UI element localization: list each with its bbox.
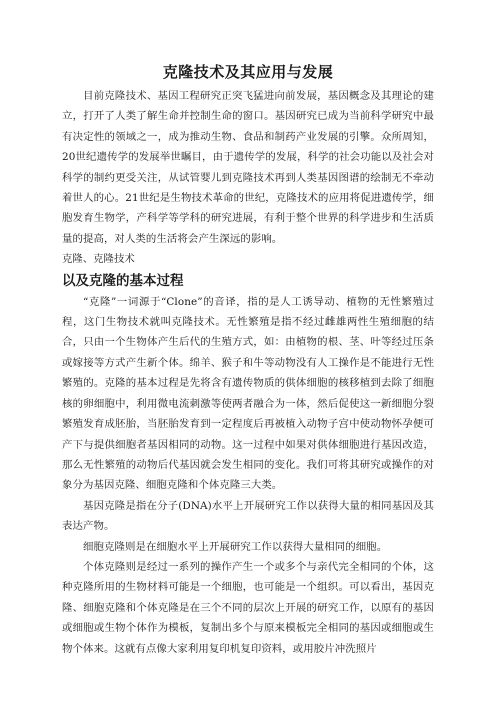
section-paragraph-2: 基因克隆是指在分子(DNA)水平上开展研究工作以获得大量的相同基因及其表达产物。 xyxy=(62,499,434,533)
intro-paragraph: 目前克隆技术、基因工程研究正突飞猛进向前发展，基因概念及其理论的建立，打开了人类了解生命并控制生命的窗口。基因研究已成为当前科学研究中最有决定性的领域之一，成为推动生物、食品和制药产业发展的引擎。众所周知，20世纪遗传学的发展举世瞩目，由于遗传学的发展，科学的社会功能以及社会对科学的制约更受关注，从试管婴儿到克隆技术再到人类基因图谱的绘制无不牵动着世人的心。21世纪是生物技术革命的世纪，克隆技术的应用将促进遗传学，细胞发育生物学，产科学等学科的研究进展，有利于整个世界的科学进步和生活质量的提高，对人类的生活将会产生深远的影响。 xyxy=(62,90,434,245)
document-title: 克隆技术及其应用与发展 xyxy=(162,63,334,81)
keywords-line: 克隆、克隆技术 xyxy=(62,253,135,266)
section-paragraph-4: 个体克隆则是经过一系列的操作产生一个或多个与亲代完全相同的个体，这种克隆所用的生物材料可能是一个细胞，也可能是一个组织。可以看出，基因克隆、细胞克隆和个体克隆是在三个不同的层次上开展的研究工作，以原有的基因或细胞或生物个体作为模板，复制出多个与原来模板完全相同的基因或细胞或生物个体来。这就有点像大家利用复印机复印资料，或用胶片冲洗照片 xyxy=(62,560,434,655)
section-paragraph-3: 细胞克隆则是在细胞水平上开展研究工作以获得大量相同的细胞。 xyxy=(83,540,388,553)
document-page xyxy=(62,62,434,659)
section-paragraph-1: “克隆”一词源于“Clone”的音译，指的是人工诱导动、植物的无性繁殖过程，这门生物技术就叫克隆技术。无性繁殖是指不经过雌雄两性生殖细胞的结合，只由一个生物体产生后代的生殖方式，如：由植物的根、茎、叶等经过压条或嫁接等方式产生新个体。绵羊、猴子和牛等动物没有人工操作是不能进行无性繁殖的。克隆的基本过程是先将含有遗传物质的供体细胞的核移植到去除了细胞核的卵细胞中，利用微电流刺激等使两者融合为一体，然后促使这一新细胞分裂繁殖发育成胚胎，当胚胎发育到一定程度后再被植入动物子宫中使动物怀孕便可产下与提供细胞者基因相同的动物。这一过程中如果对供体细胞进行基因改造，那么无性繁殖的动物后代基因就会发生相同的变化。我们可将其研究或操作的对象分为基因克隆、细胞克隆和个体克隆三大类。 xyxy=(62,295,434,492)
section-heading: 以及克隆的基本过程 xyxy=(62,272,184,289)
